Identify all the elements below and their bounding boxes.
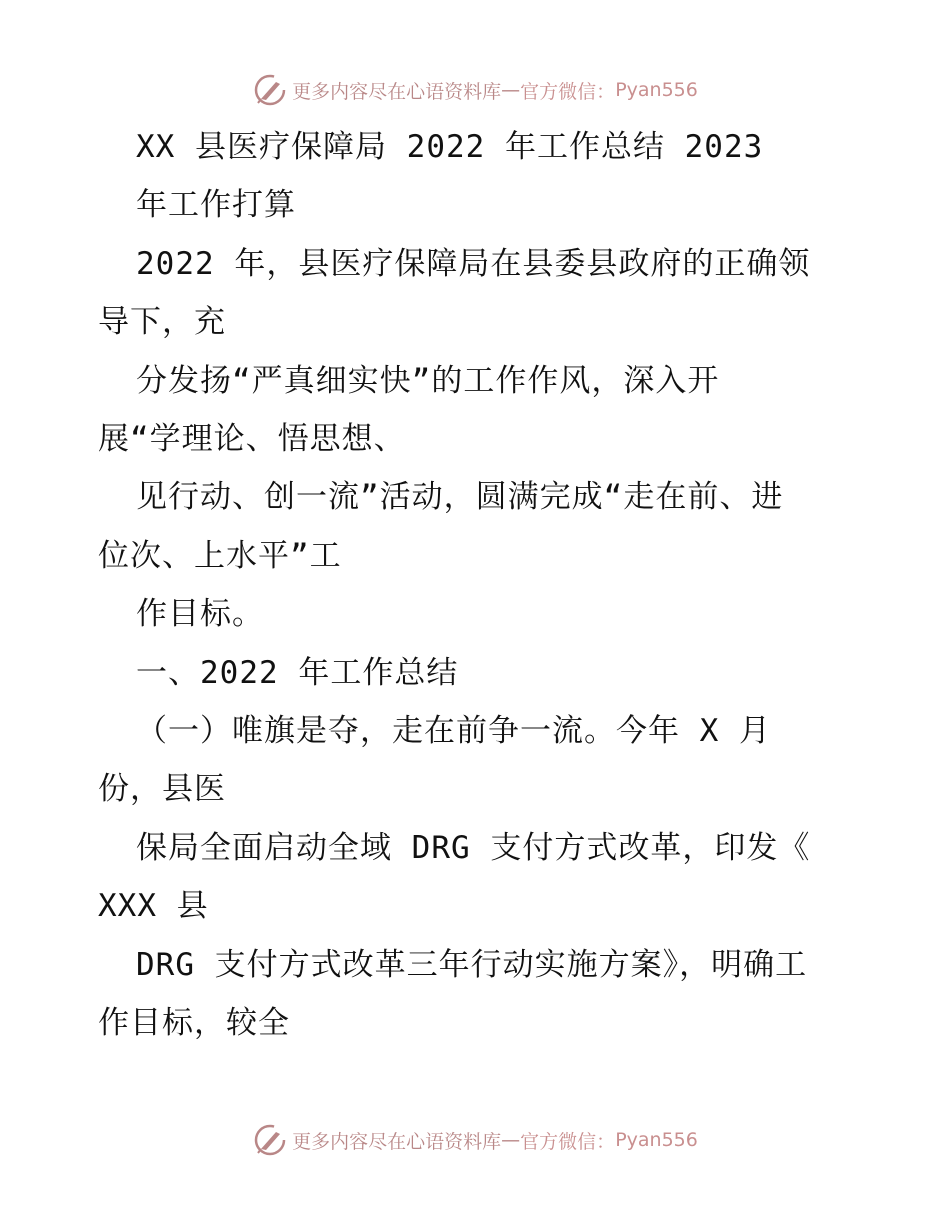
doc-title-line-1: XX 县医疗保障局 2022 年工作总结 2023 bbox=[136, 129, 764, 165]
doc-section-heading: 一、2022 年工作总结 bbox=[136, 655, 459, 691]
watermark-separator: — bbox=[501, 79, 521, 101]
quill-pen-icon bbox=[252, 1122, 288, 1158]
doc-text-line: 作目标。 bbox=[136, 596, 264, 632]
doc-title-line-2: 年工作打算 bbox=[136, 187, 296, 223]
doc-text-line: （一）唯旗是夺，走在前争一流。今年 X 月 bbox=[136, 713, 771, 749]
watermark-wechat-id: Pyan556 bbox=[615, 79, 698, 101]
watermark-text: 更多内容尽在心语资料库 bbox=[292, 80, 502, 103]
doc-text-line: 见行动、创一流”活动，圆满完成“走在前、进 bbox=[136, 479, 784, 515]
watermark-banner-bottom bbox=[0, 1120, 950, 1160]
doc-text-line: 2022 年，县医疗保障局在县委县政府的正确领 bbox=[136, 246, 811, 282]
doc-text-line: DRG 支付方式改革三年行动实施方案》，明确工 bbox=[136, 947, 808, 983]
doc-text-line: 作目标，较全 bbox=[98, 1005, 290, 1041]
watermark-wechat-label: 官方微信： bbox=[520, 1130, 616, 1153]
quill-pen-icon bbox=[252, 72, 288, 108]
doc-text-line: 位次、上水平”工 bbox=[98, 538, 342, 574]
doc-text-line: 导下，充 bbox=[98, 304, 226, 340]
watermark-wechat-id: Pyan556 bbox=[615, 1129, 698, 1151]
doc-text-line: 展“学理论、悟思想、 bbox=[98, 421, 406, 457]
watermark-text: 更多内容尽在心语资料库 bbox=[292, 1130, 502, 1153]
doc-text-line: 分发扬“严真细实快”的工作作风，深入开 bbox=[136, 363, 720, 399]
watermark-separator: — bbox=[501, 1129, 521, 1151]
doc-text-line: 保局全面启动全域 DRG 支付方式改革，印发《 bbox=[136, 830, 811, 866]
doc-text-line: XXX 县 bbox=[98, 888, 209, 924]
doc-text-line: 份，县医 bbox=[98, 771, 226, 807]
watermark-wechat-label: 官方微信： bbox=[520, 80, 616, 103]
watermark-banner-top bbox=[0, 70, 950, 110]
